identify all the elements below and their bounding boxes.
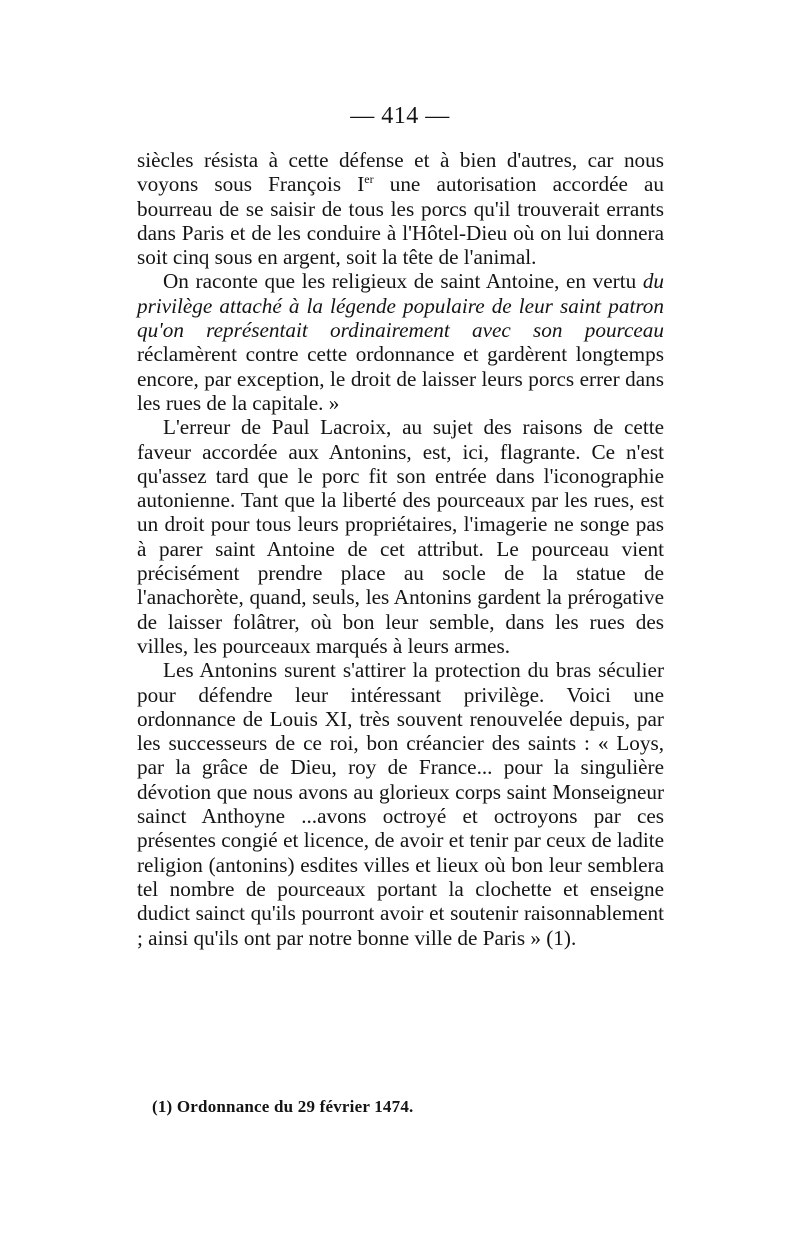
paragraph-1-text-a: siècles résista à cette défense et à bien d'autres, car nous voyons sous François I [137,148,664,197]
page-number: — 414 — [350,103,450,129]
paragraph-2-text-b: réclamèrent contre cette ordonnance et gardèrent longtemps encore, par exception, le droit de laisser leurs porcs errer dans les rues de la capitale. » [137,342,664,415]
paragraph-1 [137,148,664,269]
paragraph-3: L'erreur de Paul Lacroix, au sujet des raisons de cette faveur accordée aux Antonins, est, ici, flagrante. Ce n'est qu'assez tard que le porc fit son entrée dans l'iconographie autonienne. Tant que la liberté des pourceaux par les rues, est un droit pour tous leurs propriétaires, l'imagerie ne songe pas à parer saint Antoine de cet attribut. Le pourceau vient précisément prendre place au socle de la statue de l'anachorète, quand, seuls, les Antonins gardent la prérogative de laisser folâtrer, où bon leur semble, dans les rues des villes, les pourceaux marqués à leurs armes. [137,415,664,658]
paragraph-1-text-b: une autorisation accordée au bourreau de se saisir de tous les porcs qu'il trouverait errants dans Paris et de les conduire à l'Hôtel-Dieu où on lui donnera soit cinq sous en argent, soit la tête de l'animal. [137,172,664,270]
paragraph-2-italic: du privilège attaché à la légende populaire de leur saint patron qu'on représentait ordinairement avec son pourceau [137,269,664,343]
superscript-er: er [364,172,374,187]
body-text [137,148,664,950]
paragraph-4: Les Antonins surent s'attirer la protection du bras séculier pour défendre leur intéressant privilège. Voici une ordonnance de Louis XI, très souvent renouvelée depuis, par les successeurs de ce roi, bon créancier des saints : « Loys, par la grâce de Dieu, roy de France... pour la singulière dévotion que nous avons au glorieux corps saint Monseigneur sainct Anthoyne ...avons octroyé et octroyons par ces présentes congié et licence, de avoir et tenir par ceux de ladite religion (antonins) esdites villes et lieux où bon leur semblera tel nombre de pourceaux portant la clochette et enseigne dudict sainct qu'ils pourront avoir et soutenir raisonnablement ; ainsi qu'ils ont par notre bonne ville de Paris » (1). [137,658,664,950]
paragraph-2-text-a: On raconte que les religieux de saint Antoine, en vertu [163,269,643,294]
paragraph-2 [137,269,664,415]
footnote: (1) Ordonnance du 29 février 1474. [152,1097,414,1116]
